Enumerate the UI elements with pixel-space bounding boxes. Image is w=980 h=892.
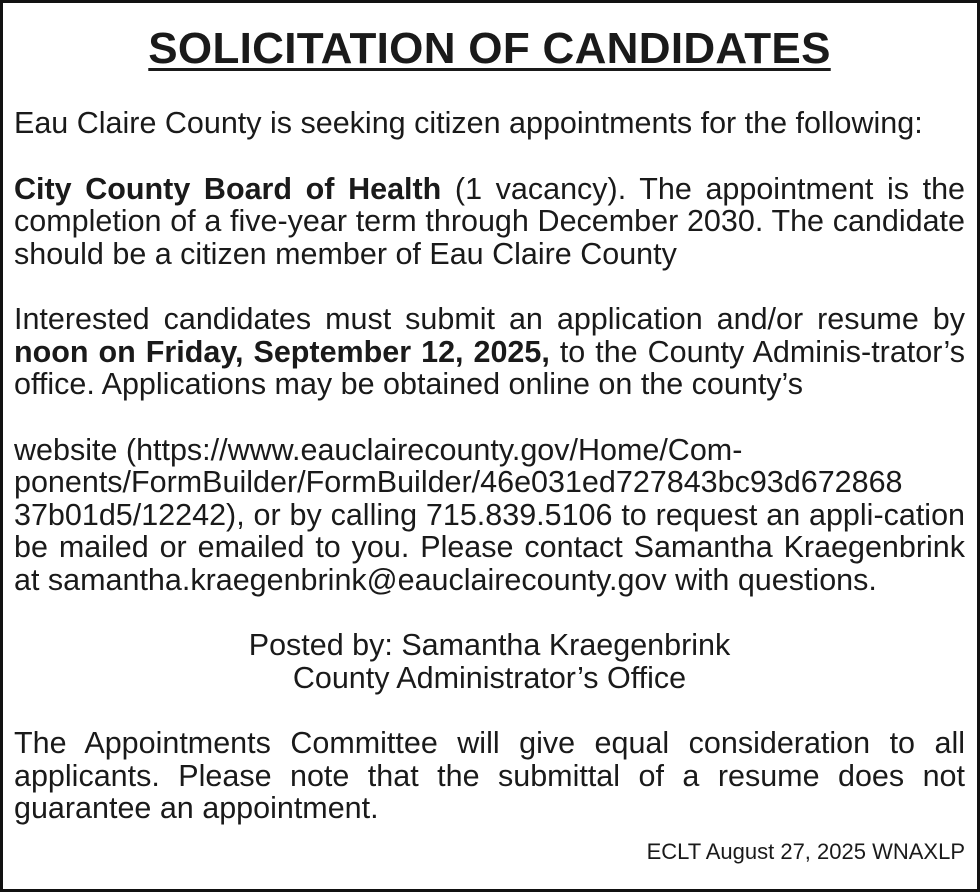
application-contact-paragraph bbox=[14, 466, 965, 596]
website-line bbox=[14, 434, 965, 467]
application-office: to the County Adminis-trator’s office. Applications may be obtained online on the county’s bbox=[14, 334, 965, 401]
posted-by-name: Posted by: Samantha Kraegenbrink bbox=[248, 628, 731, 662]
application-deadline: noon on Friday, September 12, 2025, bbox=[14, 334, 550, 369]
application-lead: Interested candidates must submit an application and/or resume by bbox=[14, 302, 965, 336]
application-contact: , or by calling 715.839.5106 to request an appli-cation be mailed or emailed to you. Please contact Samantha Kraegenbrink at samantha.kraegenbrink@eauclairecounty.gov with questions. bbox=[14, 497, 965, 597]
website-url-start: (https://www.eauclairecounty.gov/Home/Com- bbox=[125, 432, 743, 467]
board-details: (1 vacancy). The appointment is the completion of a five-year term through December 2030. The candidate should be a citizen member of Eau Claire County bbox=[14, 171, 966, 271]
publication-footer: ECLT August 27, 2025 WNAXLP bbox=[646, 839, 965, 864]
posted-by-office: County Administrator’s Office bbox=[292, 660, 687, 695]
closing-paragraph: The Appointments Committee will give equal consideration to all applicants. Please note that the submittal of a resume does not guarantee an appointment. bbox=[14, 726, 965, 825]
board-paragraph bbox=[14, 173, 965, 271]
website-word: website bbox=[14, 432, 118, 467]
posted-by-block bbox=[14, 629, 965, 694]
intro-text: Eau Claire County is seeking citizen appointments for the following: bbox=[14, 106, 923, 140]
website-url-end: ponents/FormBuilder/FormBuilder/46e031ed727843bc93d672868 37b01d5/12242) bbox=[14, 465, 903, 532]
application-paragraph bbox=[14, 303, 965, 401]
board-name: City County Board of Health bbox=[14, 171, 442, 206]
notice-title: SOLICITATION OF CANDIDATES bbox=[148, 24, 831, 73]
